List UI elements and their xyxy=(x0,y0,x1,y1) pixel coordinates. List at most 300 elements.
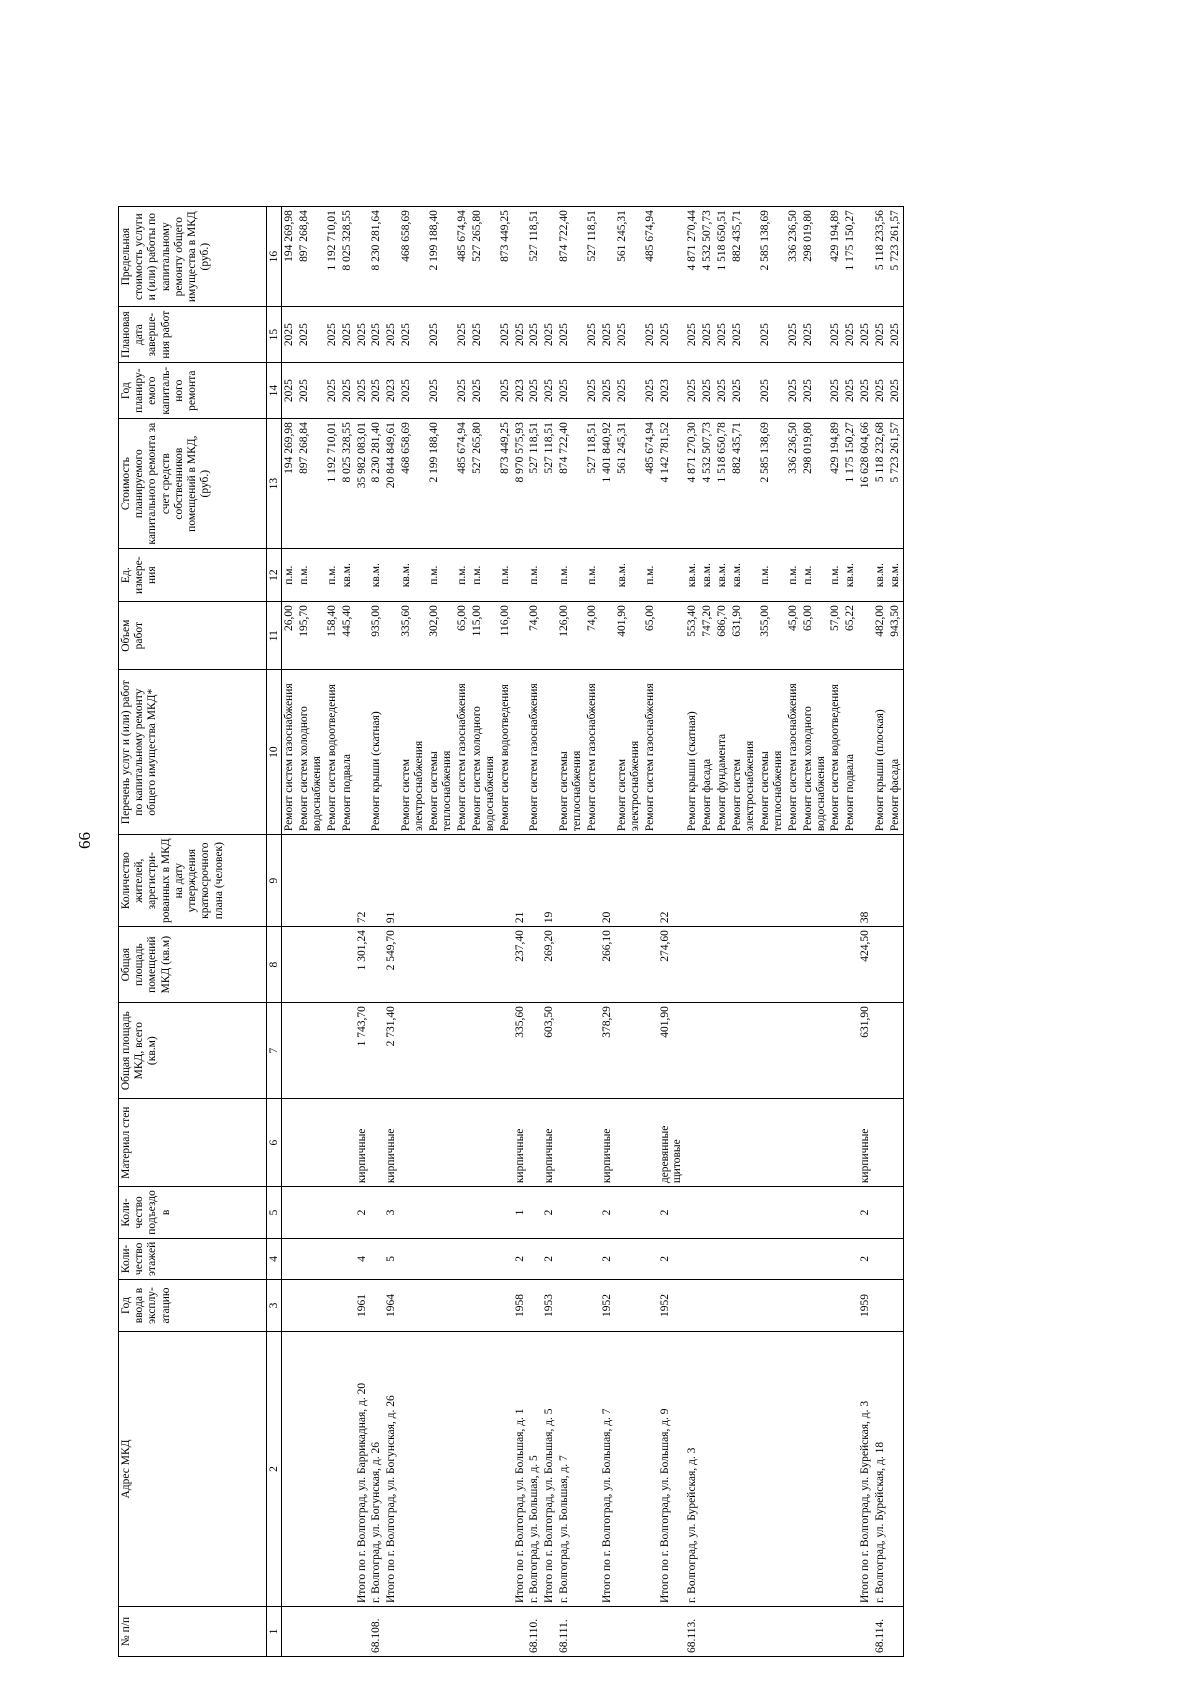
cell-col-4 xyxy=(843,1238,858,1279)
cell-col-9 xyxy=(730,835,758,927)
cell-text: 401,90 xyxy=(658,1006,671,1038)
cell-col-7 xyxy=(873,1003,888,1099)
cell-text: 65,00 xyxy=(455,605,468,632)
cell-text: 2025 xyxy=(716,323,729,347)
cell-col-13 xyxy=(843,419,858,549)
cell-col-6 xyxy=(427,1099,455,1187)
cell-col-11 xyxy=(369,602,384,670)
cell-text: 2025 xyxy=(786,323,799,347)
cell-col-16 xyxy=(730,207,758,307)
cell-text: Ремонт крыши (скатная) xyxy=(686,711,699,832)
cell-col-5 xyxy=(700,1187,715,1239)
cell-col-5 xyxy=(873,1187,888,1239)
cell-col-1 xyxy=(685,1607,700,1657)
cell-col-4 xyxy=(700,1238,715,1279)
cell-text: 74,00 xyxy=(586,605,599,632)
cell-text: 2025 xyxy=(701,379,714,403)
cell-col-11 xyxy=(427,602,455,670)
cell-col-5 xyxy=(513,1187,528,1239)
cell-col-10 xyxy=(873,670,888,835)
cell-col-16 xyxy=(801,207,829,307)
cell-col-9 xyxy=(715,835,730,927)
cell-col-13 xyxy=(325,419,340,549)
column-number: 13 xyxy=(267,419,282,549)
table-row xyxy=(843,207,858,1657)
cell-text: 2025 xyxy=(297,379,310,403)
cell-col-3 xyxy=(658,1280,686,1332)
cell-col-15 xyxy=(325,307,340,363)
cell-text: 237,40 xyxy=(513,930,526,962)
cell-text: 2 xyxy=(859,1256,872,1262)
cell-col-4 xyxy=(643,1238,658,1279)
cell-col-6 xyxy=(498,1099,513,1187)
cell-col-9 xyxy=(527,835,542,927)
cell-text: кв.м. xyxy=(340,563,353,588)
cell-text: 2025 xyxy=(786,379,799,403)
cell-col-2 xyxy=(498,1332,513,1607)
column-number: 6 xyxy=(267,1099,282,1187)
cell-col-13 xyxy=(615,419,643,549)
cell-text: 2025 xyxy=(543,323,556,347)
cell-text: 2025 xyxy=(844,379,857,403)
cell-col-8 xyxy=(470,927,498,1003)
cell-col-14 xyxy=(384,363,399,419)
cell-text: Ремонт систем газоснабжения xyxy=(528,683,541,832)
cell-col-9 xyxy=(427,835,455,927)
cell-text: 2025 xyxy=(701,323,714,347)
cell-col-11 xyxy=(873,602,888,670)
cell-col-14 xyxy=(730,363,758,419)
cell-text: 2025 xyxy=(643,379,656,403)
cell-col-1 xyxy=(297,1607,325,1657)
cell-col-16 xyxy=(455,207,470,307)
table-row xyxy=(615,207,643,1657)
cell-text: 527 118,51 xyxy=(586,210,599,262)
cell-col-4 xyxy=(542,1238,557,1279)
cell-col-10 xyxy=(542,670,557,835)
cell-text: 2025 xyxy=(470,379,483,403)
cell-col-5 xyxy=(585,1187,600,1239)
cell-col-7 xyxy=(498,1003,513,1099)
cell-col-2 xyxy=(585,1332,600,1607)
cell-col-5 xyxy=(643,1187,658,1239)
cell-col-3 xyxy=(369,1280,384,1332)
cell-col-12 xyxy=(658,549,686,602)
cell-text: Итого по г. Волгоград, ул. Большая, д. 5 xyxy=(543,1408,556,1603)
cell-text: п.м. xyxy=(558,565,571,585)
cell-text: 1952 xyxy=(600,1294,613,1317)
cell-col-2 xyxy=(700,1332,715,1607)
cell-text: 4 142 781,52 xyxy=(658,422,671,483)
cell-col-3 xyxy=(643,1280,658,1332)
cell-col-3 xyxy=(384,1280,399,1332)
cell-col-14 xyxy=(715,363,730,419)
cell-text: 20 xyxy=(600,911,613,924)
cell-col-8 xyxy=(828,927,843,1003)
cell-col-5 xyxy=(527,1187,542,1239)
cell-col-12 xyxy=(758,549,786,602)
cell-col-7 xyxy=(828,1003,843,1099)
cell-text: 2025 xyxy=(370,379,383,403)
cell-col-14 xyxy=(843,363,858,419)
cell-text: 2 xyxy=(658,1209,671,1216)
cell-col-13 xyxy=(297,419,325,549)
cell-text: 2025 xyxy=(874,323,887,347)
cell-col-9 xyxy=(658,835,686,927)
cell-col-5 xyxy=(542,1187,557,1239)
cell-col-15 xyxy=(369,307,384,363)
cell-text: 2025 xyxy=(801,323,814,347)
cell-text: 527 118,51 xyxy=(528,422,541,474)
cell-col-16 xyxy=(427,207,455,307)
cell-text: 935,00 xyxy=(370,605,383,637)
cell-col-8 xyxy=(801,927,829,1003)
cell-col-10 xyxy=(470,670,498,835)
cell-col-3 xyxy=(801,1280,829,1332)
cell-col-6 xyxy=(542,1099,557,1187)
cell-col-10 xyxy=(600,670,615,835)
table-row xyxy=(643,207,658,1657)
cell-col-3 xyxy=(498,1280,513,1332)
cell-text: Ремонт систем газоснабжения xyxy=(283,683,295,832)
cell-col-1 xyxy=(873,1607,888,1657)
cell-text: 8 230 281,40 xyxy=(370,422,383,483)
cell-text: деревянные щитовые xyxy=(658,1125,684,1184)
cell-col-6 xyxy=(399,1099,427,1187)
cell-text: 2025 xyxy=(844,323,857,347)
cell-text: п.м. xyxy=(801,565,814,585)
cell-col-7 xyxy=(685,1003,700,1099)
cell-text: 91 xyxy=(385,911,398,924)
cell-col-12 xyxy=(615,549,643,602)
cell-text: 1 175 150,27 xyxy=(844,422,857,483)
cell-col-15 xyxy=(643,307,658,363)
cell-col-6 xyxy=(786,1099,801,1187)
cell-text: 747,20 xyxy=(701,605,714,637)
cell-col-14 xyxy=(297,363,325,419)
cell-col-1 xyxy=(470,1607,498,1657)
cell-col-6 xyxy=(843,1099,858,1187)
cell-col-11 xyxy=(455,602,470,670)
cell-text: Ремонт фасада xyxy=(701,758,714,832)
cell-col-12 xyxy=(873,549,888,602)
table-row xyxy=(758,207,786,1657)
cell-text: 8 230 281,64 xyxy=(370,210,383,271)
cell-text: 2 xyxy=(600,1209,613,1216)
cell-text: кв.м. xyxy=(874,563,887,588)
cell-text: 2 xyxy=(513,1256,526,1262)
cell-col-2 xyxy=(643,1332,658,1607)
header-floors: Коли-чество этажей xyxy=(119,1238,267,1279)
cell-text: 2025 xyxy=(643,323,656,347)
table-row xyxy=(498,207,513,1657)
cell-col-8 xyxy=(786,927,801,1003)
cell-text: кв.м. xyxy=(889,563,902,588)
cell-col-9 xyxy=(355,835,370,927)
table-row xyxy=(340,207,355,1657)
cell-text: 2 199 188,40 xyxy=(428,422,441,483)
cell-text: 2 731,40 xyxy=(385,1006,398,1047)
cell-col-3 xyxy=(600,1280,615,1332)
cell-col-14 xyxy=(282,363,297,419)
header-wall-material: Материал стен xyxy=(119,1099,267,1187)
cell-col-12 xyxy=(858,549,873,602)
cell-text: 336 236,50 xyxy=(786,422,799,474)
cell-col-9 xyxy=(325,835,340,927)
cell-col-14 xyxy=(325,363,340,419)
cell-text: 2025 xyxy=(558,379,571,403)
cell-col-6 xyxy=(355,1099,370,1187)
cell-col-6 xyxy=(715,1099,730,1187)
cell-col-7 xyxy=(600,1003,615,1099)
cell-text: 4 532 507,73 xyxy=(701,422,714,483)
cell-col-6 xyxy=(369,1099,384,1187)
cell-text: 2023 xyxy=(658,379,671,403)
cell-col-5 xyxy=(730,1187,758,1239)
cell-text: 2025 xyxy=(586,323,599,347)
cell-text: 485 674,94 xyxy=(643,422,656,474)
cell-col-6 xyxy=(888,1099,903,1187)
column-number-row xyxy=(267,207,282,1657)
cell-col-11 xyxy=(615,602,643,670)
cell-col-1 xyxy=(585,1607,600,1657)
cell-col-9 xyxy=(455,835,470,927)
cell-col-15 xyxy=(542,307,557,363)
cell-text: 2025 xyxy=(716,379,729,403)
cell-col-11 xyxy=(542,602,557,670)
total-row xyxy=(658,207,686,1657)
cell-col-4 xyxy=(527,1238,542,1279)
table-row xyxy=(470,207,498,1657)
cell-text: п.м. xyxy=(829,565,842,585)
cell-col-14 xyxy=(369,363,384,419)
cell-col-1 xyxy=(600,1607,615,1657)
cell-col-9 xyxy=(615,835,643,927)
cell-col-2 xyxy=(282,1332,297,1607)
cell-col-13 xyxy=(585,419,600,549)
cell-col-2 xyxy=(873,1332,888,1607)
cell-col-9 xyxy=(498,835,513,927)
cell-col-5 xyxy=(355,1187,370,1239)
cell-text: 445,40 xyxy=(340,605,353,637)
cell-col-6 xyxy=(282,1099,297,1187)
cell-text: кирпичные xyxy=(543,1128,556,1184)
cell-col-8 xyxy=(888,927,903,1003)
cell-col-10 xyxy=(843,670,858,835)
cell-col-13 xyxy=(758,419,786,549)
cell-text: 266,10 xyxy=(600,930,613,962)
cell-text: 527 265,80 xyxy=(470,422,483,474)
cell-text: Итого по г. Волгоград, ул. Большая, д. 7 xyxy=(600,1408,613,1603)
cell-col-12 xyxy=(843,549,858,602)
cell-col-1 xyxy=(730,1607,758,1657)
cell-col-3 xyxy=(786,1280,801,1332)
cell-text: 2 xyxy=(355,1209,368,1216)
cell-col-8 xyxy=(700,927,715,1003)
cell-text: 194 269,98 xyxy=(283,210,295,262)
cell-col-3 xyxy=(527,1280,542,1332)
cell-text: г. Волгоград, ул. Богунская, д. 26 xyxy=(370,1442,383,1603)
cell-text: 631,90 xyxy=(859,1006,872,1038)
cell-col-12 xyxy=(801,549,829,602)
cell-col-16 xyxy=(527,207,542,307)
cell-col-14 xyxy=(700,363,715,419)
cell-text: Итого по г. Волгоград, ул. Баррикадная, д. 20 xyxy=(355,1382,368,1603)
cell-col-7 xyxy=(399,1003,427,1099)
cell-col-8 xyxy=(643,927,658,1003)
cell-text: п.м. xyxy=(428,565,441,585)
cell-col-10 xyxy=(455,670,470,835)
cell-col-8 xyxy=(730,927,758,1003)
table-row xyxy=(685,207,700,1657)
cell-col-6 xyxy=(527,1099,542,1187)
cell-text: 26,00 xyxy=(283,605,295,632)
cell-col-9 xyxy=(600,835,615,927)
cell-col-5 xyxy=(843,1187,858,1239)
cell-col-2 xyxy=(427,1332,455,1607)
cell-text: 2025 xyxy=(400,323,413,347)
column-number: 10 xyxy=(267,670,282,835)
column-number: 9 xyxy=(267,835,282,927)
cell-text: п.м. xyxy=(498,565,511,585)
cell-text: 5 118 233,56 xyxy=(874,210,887,271)
cell-text: 1 518 650,51 xyxy=(716,210,729,271)
cell-col-2 xyxy=(369,1332,384,1607)
cell-col-1 xyxy=(758,1607,786,1657)
cell-text: 527 118,51 xyxy=(543,422,556,474)
cell-text: 298 019,80 xyxy=(801,422,814,474)
cell-text: 57,00 xyxy=(829,605,842,632)
cell-text: 38 xyxy=(859,911,872,924)
cell-text: Ремонт систем газоснабжения xyxy=(643,683,656,832)
cell-text: 468 658,69 xyxy=(400,210,413,262)
cell-col-8 xyxy=(600,927,615,1003)
cell-col-11 xyxy=(858,602,873,670)
cell-col-4 xyxy=(786,1238,801,1279)
cell-col-13 xyxy=(513,419,528,549)
cell-col-13 xyxy=(600,419,615,549)
cell-col-14 xyxy=(786,363,801,419)
cell-col-15 xyxy=(600,307,615,363)
cell-col-9 xyxy=(369,835,384,927)
cell-col-2 xyxy=(384,1332,399,1607)
cell-col-15 xyxy=(715,307,730,363)
column-number: 2 xyxy=(267,1332,282,1607)
cell-text: 2025 xyxy=(859,379,872,403)
cell-col-2 xyxy=(513,1332,528,1607)
cell-text: 2025 xyxy=(528,379,541,403)
cell-text: 2023 xyxy=(385,379,398,403)
cell-col-11 xyxy=(585,602,600,670)
cell-col-13 xyxy=(643,419,658,549)
cell-text: п.м. xyxy=(643,565,656,585)
cell-col-8 xyxy=(615,927,643,1003)
cell-col-4 xyxy=(888,1238,903,1279)
cell-col-13 xyxy=(384,419,399,549)
column-number: 3 xyxy=(267,1280,282,1332)
cell-col-7 xyxy=(858,1003,873,1099)
cell-col-8 xyxy=(843,927,858,1003)
cell-text: 1959 xyxy=(859,1294,872,1317)
cell-col-1 xyxy=(369,1607,384,1657)
cell-col-14 xyxy=(355,363,370,419)
cell-text: Ремонт подвала xyxy=(340,753,353,832)
table-body xyxy=(282,207,904,1657)
cell-text: 882 435,71 xyxy=(731,422,744,474)
cell-col-7 xyxy=(470,1003,498,1099)
cell-text: 527 265,80 xyxy=(470,210,483,262)
cell-col-11 xyxy=(758,602,786,670)
cell-text: 126,00 xyxy=(558,605,571,637)
cell-col-6 xyxy=(858,1099,873,1187)
cell-col-2 xyxy=(470,1332,498,1607)
cell-col-6 xyxy=(685,1099,700,1187)
cell-text: 65,22 xyxy=(844,605,857,632)
total-row xyxy=(542,207,557,1657)
cell-col-9 xyxy=(828,835,843,927)
column-number: 4 xyxy=(267,1238,282,1279)
cell-col-16 xyxy=(873,207,888,307)
cell-col-7 xyxy=(455,1003,470,1099)
cell-text: г. Волгоград, ул. Большая, д. 5 xyxy=(528,1455,541,1603)
cell-col-5 xyxy=(297,1187,325,1239)
cell-text: 2025 xyxy=(283,323,295,347)
cell-col-16 xyxy=(384,207,399,307)
cell-col-16 xyxy=(325,207,340,307)
cell-col-9 xyxy=(542,835,557,927)
cell-col-7 xyxy=(384,1003,399,1099)
cell-col-11 xyxy=(498,602,513,670)
cell-col-12 xyxy=(470,549,498,602)
cell-col-11 xyxy=(340,602,355,670)
cell-col-16 xyxy=(470,207,498,307)
cell-col-13 xyxy=(888,419,903,549)
cell-col-10 xyxy=(355,670,370,835)
cell-col-1 xyxy=(557,1607,585,1657)
cell-col-6 xyxy=(643,1099,658,1187)
cell-col-3 xyxy=(455,1280,470,1332)
cell-col-5 xyxy=(557,1187,585,1239)
cell-col-3 xyxy=(843,1280,858,1332)
cell-col-7 xyxy=(643,1003,658,1099)
cell-col-11 xyxy=(643,602,658,670)
cell-col-14 xyxy=(801,363,829,419)
cell-text: 355,00 xyxy=(758,605,771,637)
cell-col-15 xyxy=(340,307,355,363)
cell-col-11 xyxy=(700,602,715,670)
cell-col-14 xyxy=(585,363,600,419)
cell-col-5 xyxy=(786,1187,801,1239)
cell-text: 2025 xyxy=(325,379,338,403)
cell-col-9 xyxy=(585,835,600,927)
cell-col-10 xyxy=(643,670,658,835)
cell-text: кирпичные xyxy=(513,1128,526,1184)
cell-text: Ремонт систем водоотведения xyxy=(829,684,842,832)
cell-text: 1 743,70 xyxy=(355,1006,368,1047)
cell-text: 2 585 138,69 xyxy=(758,210,771,271)
cell-col-3 xyxy=(730,1280,758,1332)
cell-text: 897 268,84 xyxy=(297,422,310,474)
cell-text: 8 025 328,55 xyxy=(340,210,353,271)
cell-text: 2025 xyxy=(586,379,599,403)
cell-text: кв.м. xyxy=(701,563,714,588)
cell-col-16 xyxy=(888,207,903,307)
cell-text: 8 025 328,55 xyxy=(340,422,353,483)
cell-text: 873 449,25 xyxy=(498,210,511,262)
cell-col-10 xyxy=(297,670,325,835)
cell-col-4 xyxy=(384,1238,399,1279)
cell-text: 2025 xyxy=(355,323,368,347)
